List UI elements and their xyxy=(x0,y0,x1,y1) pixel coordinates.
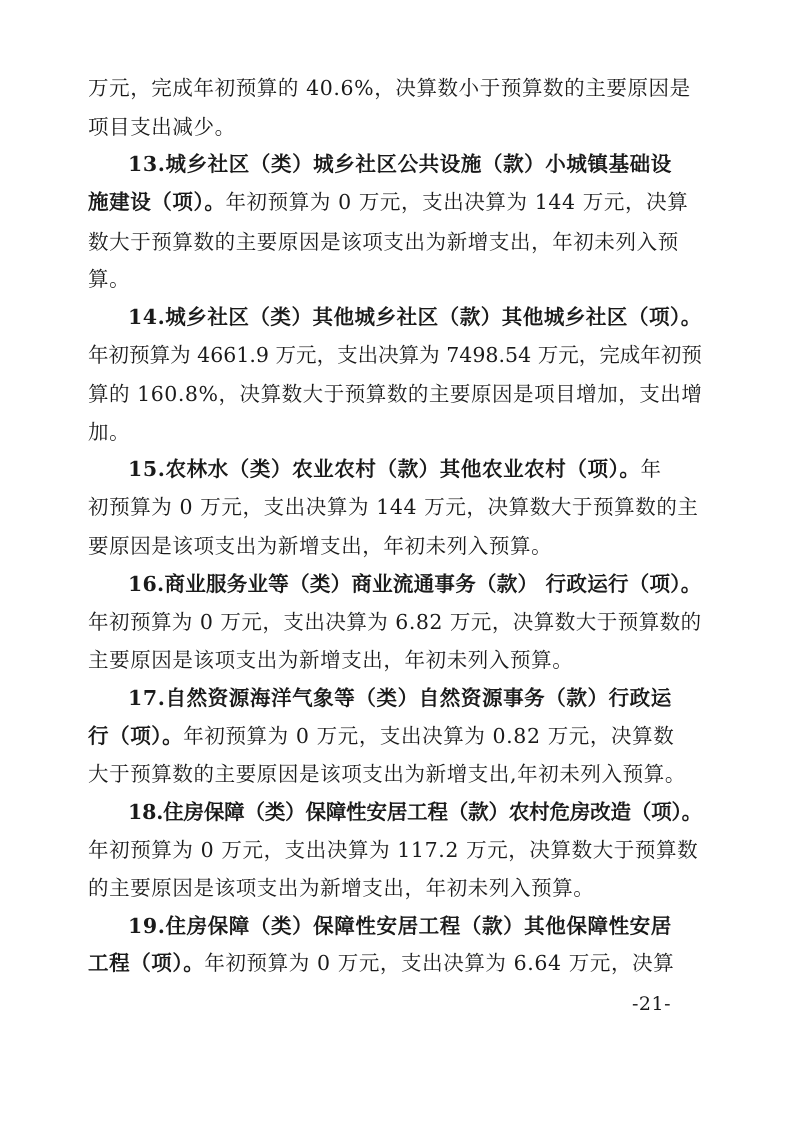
body-text: 项目支出减少。 xyxy=(88,115,236,139)
body-text: 年初预算为 4661.9 万元，支出决算为 7498.54 万元，完成年初预 xyxy=(88,343,702,367)
item-heading: 行（项）。 xyxy=(88,724,184,748)
body-text: 年初预算为 0 万元，支出决算为 6.64 万元，决算 xyxy=(204,951,675,975)
body-line xyxy=(88,874,594,902)
item-heading: 17.自然资源海洋气象等（类）自然资源事务（款）行政运 xyxy=(128,686,672,710)
item-heading: 施建设（项）。 xyxy=(88,190,226,214)
body-text: 年初预算为 0 万元，支出决算为 6.82 万元，决算数大于预算数的 xyxy=(88,610,702,634)
body-line xyxy=(88,608,702,636)
item-heading: 13.城乡社区（类）城乡社区公共设施（款）小城镇基础设 xyxy=(128,152,672,176)
body-line xyxy=(88,113,236,141)
body-text: 年 xyxy=(640,457,662,481)
item-13-heading-line xyxy=(128,150,672,178)
body-text: 年初预算为 0 万元，支出决算为 144 万元，决算 xyxy=(225,190,689,214)
body-line xyxy=(88,532,552,560)
body-text: 算的 160.8%，决算数大于预算数的主要原因是项目增加，支出增 xyxy=(88,382,703,406)
page-number: -21- xyxy=(632,993,672,1015)
body-line xyxy=(88,380,702,408)
body-line xyxy=(88,265,130,293)
body-line xyxy=(88,836,698,864)
body-text: 大于预算数的主要原因是该项支出为新增支出,年初未列入预算。 xyxy=(88,762,686,786)
body-line xyxy=(88,341,702,369)
body-text: 要原因是该项支出为新增支出，年初未列入预算。 xyxy=(88,534,553,558)
item-heading: 15.农林水（类）农业农村（款）其他农业农村（项）。 xyxy=(128,457,641,481)
body-line xyxy=(88,646,573,674)
body-line xyxy=(88,228,679,256)
body-line xyxy=(88,418,130,446)
item-19-heading-line xyxy=(128,912,672,940)
body-line xyxy=(88,949,674,977)
body-line xyxy=(88,493,699,521)
item-heading: 19.住房保障（类）保障性安居工程（款）其他保障性安居 xyxy=(128,914,672,938)
body-line xyxy=(88,722,674,750)
item-17-heading-line xyxy=(128,684,672,712)
body-text: 年初预算为 0 万元，支出决算为 117.2 万元，决算数大于预算数 xyxy=(88,838,699,862)
item-16-heading-line xyxy=(128,570,702,598)
item-18-heading-line xyxy=(128,798,702,826)
body-text: 的主要原因是该项支出为新增支出，年初未列入预算。 xyxy=(88,876,595,900)
body-line xyxy=(88,74,691,102)
item-14-heading-line xyxy=(128,303,702,331)
body-text: 加。 xyxy=(88,420,131,444)
item-heading: 工程（项）。 xyxy=(88,951,205,975)
item-heading: 16.商业服务业等（类）商业流通事务（款） 行政运行（项）。 xyxy=(128,572,702,596)
body-text: 万元，完成年初预算的 40.6%，决算数小于预算数的主要原因是 xyxy=(88,76,691,100)
body-line xyxy=(88,760,686,788)
body-text: 数大于预算数的主要原因是该项支出为新增支出，年初未列入预 xyxy=(88,230,679,254)
body-line xyxy=(88,188,688,216)
item-heading: 14.城乡社区（类）其他城乡社区（款）其他城乡社区（项）。 xyxy=(128,305,702,329)
item-heading: 18.住房保障（类）保障性安居工程（款）农村危房改造（项）。 xyxy=(128,800,702,824)
item-15-heading-line xyxy=(128,455,662,483)
body-text: 主要原因是该项支出为新增支出，年初未列入预算。 xyxy=(88,648,574,672)
body-text: 算。 xyxy=(88,267,131,291)
body-text: 初预算为 0 万元，支出决算为 144 万元，决算数大于预算数的主 xyxy=(88,495,699,519)
body-text: 年初预算为 0 万元，支出决算为 0.82 万元，决算数 xyxy=(183,724,675,748)
